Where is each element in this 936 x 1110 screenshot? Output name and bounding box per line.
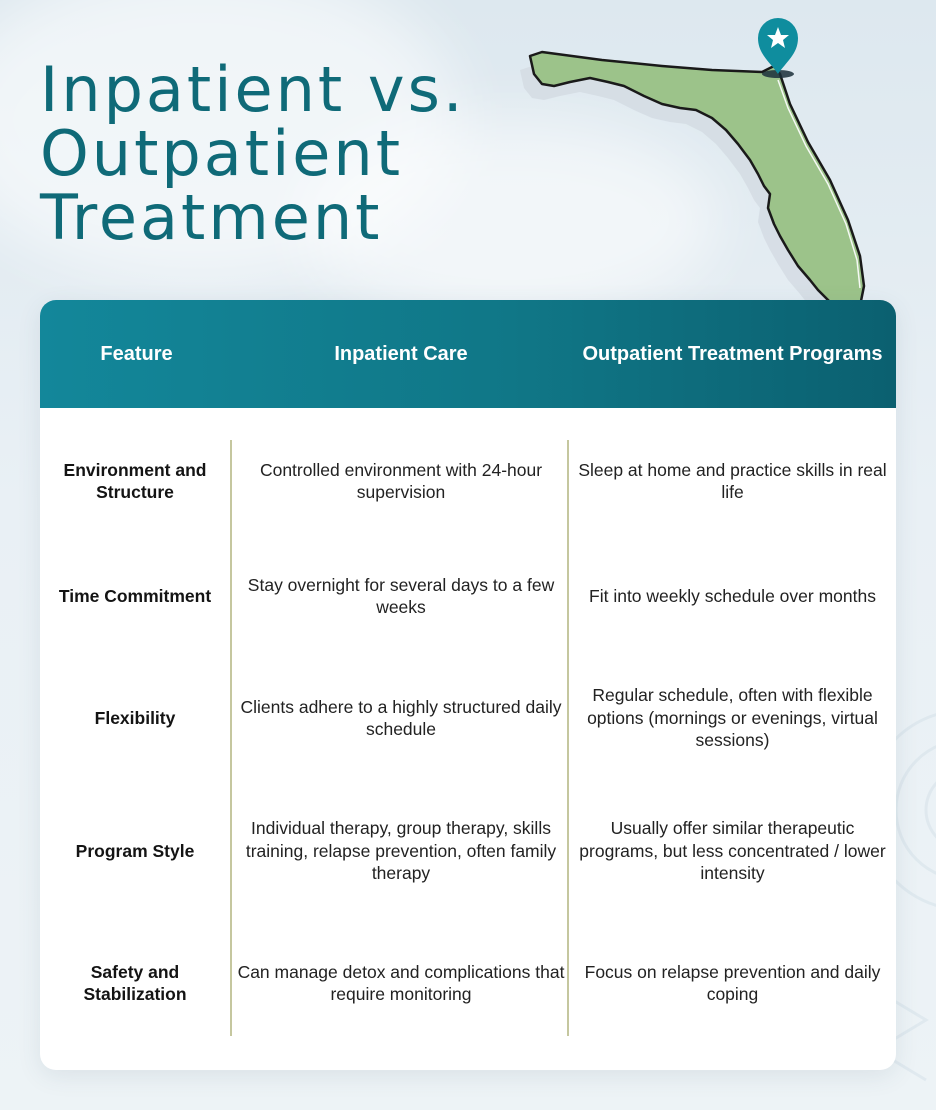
- location-pin-star-icon: [758, 18, 798, 78]
- feature-cell: Safety and Stabilization: [83, 961, 187, 1004]
- inpatient-cell: Individual therapy, group therapy, skills training, relapse prevention, often family therapy: [245, 818, 557, 884]
- feature-cell: Environment and Structure: [63, 459, 207, 502]
- inpatient-cell: Clients adhere to a highly structured daily schedule: [240, 696, 562, 739]
- feature-cell: Time Commitment: [58, 585, 212, 606]
- table-header: [40, 300, 896, 408]
- table-row: [40, 668, 896, 768]
- table-row: [40, 546, 896, 646]
- outpatient-cell: Regular schedule, often with flexible options (mornings or evenings, virtual sessions): [587, 685, 878, 751]
- inpatient-cell: Controlled environment with 24-hour supervision: [259, 459, 543, 502]
- feature-cell: Program Style: [75, 840, 195, 861]
- outpatient-cell: Sleep at home and practice skills in real life: [578, 459, 887, 502]
- outpatient-cell: Fit into weekly schedule over months: [589, 585, 876, 606]
- header-outpatient: Outpatient Treatment Programs: [582, 342, 883, 365]
- header-feature: Feature: [100, 342, 173, 365]
- table-row: [40, 431, 896, 531]
- table-row: [40, 933, 896, 1033]
- title-line-1: Inpatient vs.: [40, 53, 466, 126]
- header-inpatient: Inpatient Care: [334, 342, 468, 365]
- inpatient-cell: Stay overnight for several days to a few weeks: [247, 574, 555, 617]
- table-row: [40, 801, 896, 901]
- outpatient-cell: Focus on relapse prevention and daily coping: [584, 961, 881, 1004]
- outpatient-cell: Usually offer similar therapeutic programs, but less concentrated / lower intensity: [579, 818, 886, 884]
- page-title: [40, 53, 466, 254]
- inpatient-cell: Can manage detox and complications that require monitoring: [237, 961, 565, 1004]
- feature-cell: Flexibility: [94, 707, 176, 728]
- title-line-3: Treatment: [40, 181, 383, 254]
- title-line-2: Outpatient: [40, 117, 404, 190]
- florida-map-icon: [512, 10, 882, 320]
